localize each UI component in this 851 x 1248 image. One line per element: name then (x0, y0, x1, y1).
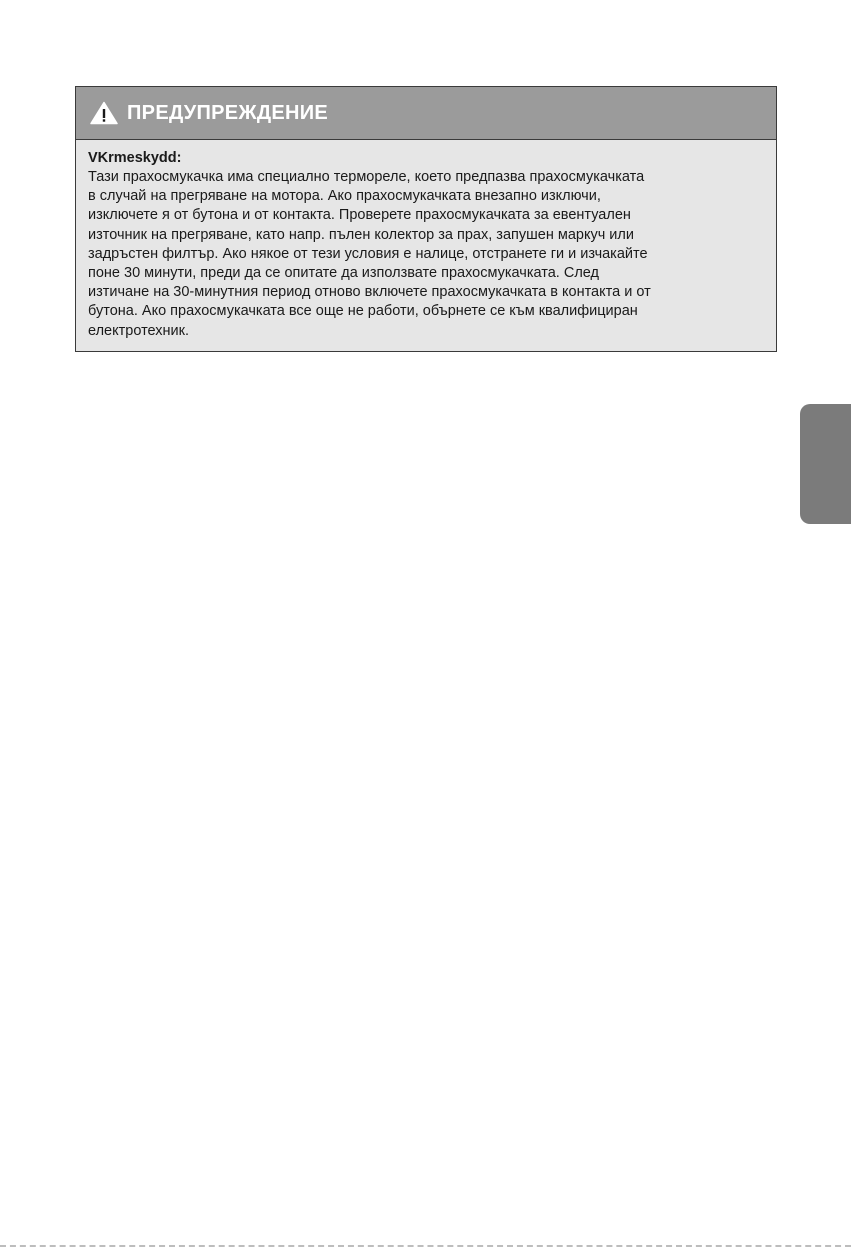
warning-text-line: източник на прегряване, като напр. пълен колектор за прах, запушен маркуч или (88, 226, 634, 243)
warning-text-line: електротехник. (88, 322, 190, 339)
page-bottom-divider (0, 1245, 851, 1247)
warning-title: ПРЕДУПРЕЖДЕНИЕ (127, 101, 329, 124)
warning-text (88, 168, 764, 341)
warning-text-line: изтичане на 30-минутния период отново включете прахосмукачката в контакта и от (88, 284, 651, 301)
warning-text-line: бутона. Ако прахосмукачката все още не работи, обърнете се към квалифициран (88, 303, 638, 320)
warning-text-line: поне 30 минути, преди да се опитате да използвате прахосмукачката. След (88, 265, 599, 282)
warning-box (75, 86, 777, 352)
warning-triangle-icon (90, 101, 118, 125)
warning-text-line: Тази прахосмукачка има специално термореле, което предпазва прахосмукачката (88, 169, 645, 185)
warning-text-line: в случай на прегряване на мотора. Ако прахосмукачката внезапно изключи, (88, 188, 601, 205)
warning-subheading: VKrmeskydd: (88, 150, 182, 166)
language-side-tab (800, 404, 851, 524)
warning-header (76, 87, 776, 140)
warning-body (76, 140, 776, 351)
warning-text-line: задръстен филтър. Ако някое от тези условия е налице, отстранете ги и изчакайте (88, 245, 648, 262)
warning-text-line: изключете я от бутона и от контакта. Проверете прахосмукачката за евентуален (88, 207, 631, 224)
